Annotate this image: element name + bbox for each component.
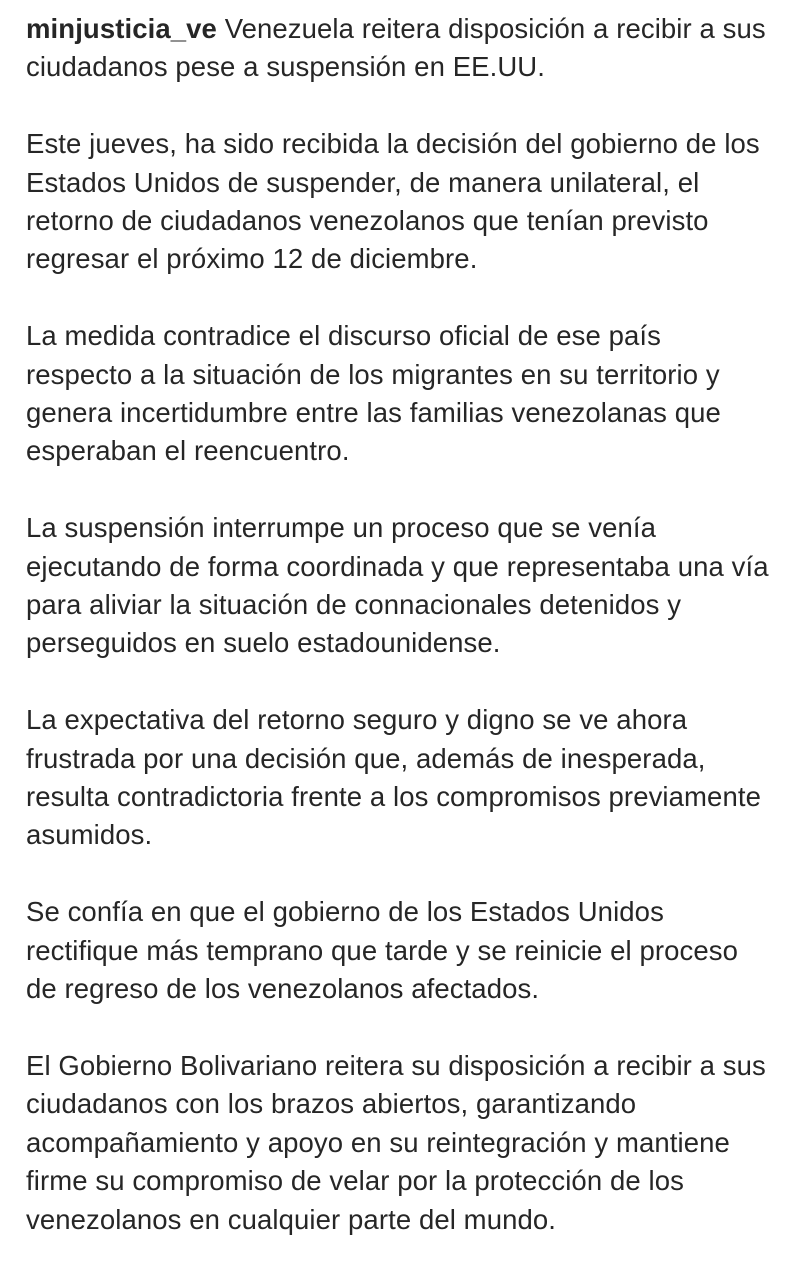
caption-headline: Venezuela reitera disposición a recibir a sus ciudadanos pese a suspensión en EE.UU. [26,13,766,83]
caption-paragraph: Este jueves, ha sido recibida la decisión del gobierno de los Estados Unidos de suspender, de manera unilateral, el retorno de ciudadanos venezolanos que tenían previsto regresar el próximo 12 de diciembre. [26,128,760,275]
post-caption [26,10,771,1277]
caption-paragraph: El Gobierno Bolivariano reitera su disposición a recibir a sus ciudadanos con los brazos abiertos, garantizando acompañamiento y apoyo en su reintegración y mantiene firme su compromiso de velar por la protección de los venezolanos en cualquier parte del mundo. [26,1049,766,1235]
caption-headline-paragraph [26,10,771,87]
caption-paragraph: La expectativa del retorno seguro y digno se ve ahora frustrada por una decisión que, además de inesperada, resulta contradictoria frente a los compromisos previamente asumidos. [26,704,761,851]
caption-paragraph: Se confía en que el gobierno de los Estados Unidos rectifique más temprano que tarde y se reinicie el proceso de regreso de los venezolanos afectados. [26,896,738,1005]
author-username-link[interactable]: minjusticia_ve [26,13,217,44]
caption-paragraph: La medida contradice el discurso oficial de ese país respecto a la situación de los migrantes en su territorio y genera incertidumbre entre las familias venezolanas que esperaban el reencuentro. [26,320,721,467]
caption-paragraph: La suspensión interrumpe un proceso que se venía ejecutando de forma coordinada y que representaba una vía para aliviar la situación de connacionales detenidos y perseguidos en suelo estadounidense. [26,512,769,659]
